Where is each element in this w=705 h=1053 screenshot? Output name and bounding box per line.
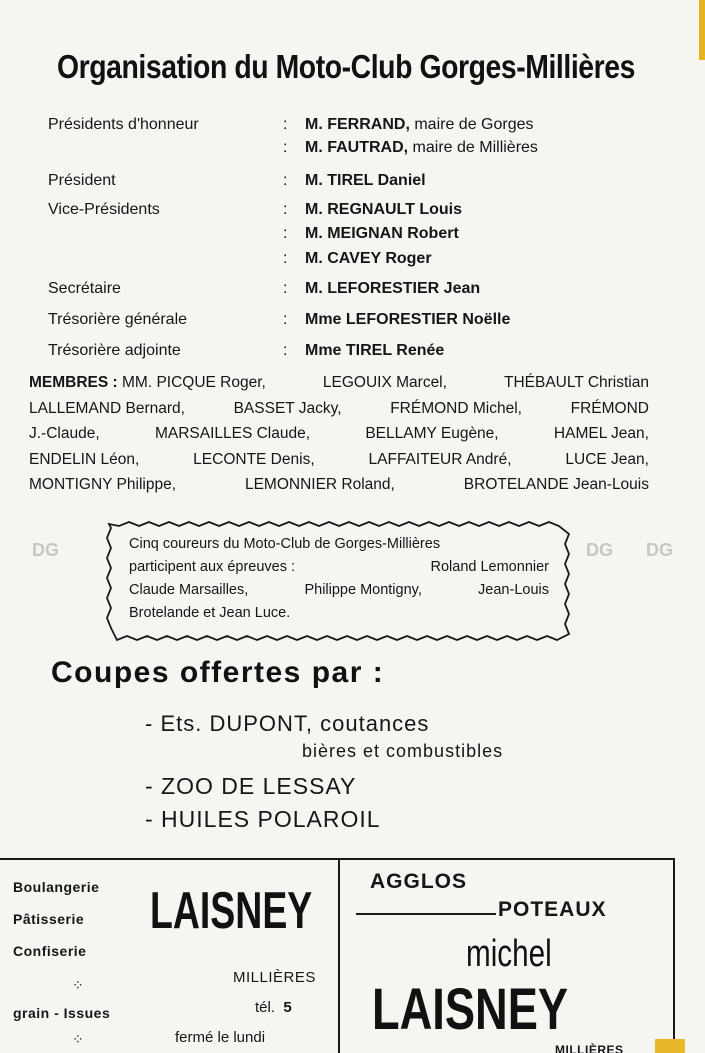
ad-right-agglos: AGGLOS	[370, 870, 468, 893]
ad-right-town: MILLIÈRES	[555, 1043, 624, 1053]
members-line: J.-Claude, MARSAILLES Claude, BELLAMY Eugène, HAMEL Jean,	[29, 425, 649, 442]
colon: :	[283, 280, 288, 297]
officer-role: Vice-Présidents	[48, 201, 160, 218]
officer-name: Mme TIREL Renée	[305, 342, 445, 359]
ornament-icon: ⁘	[72, 1031, 84, 1047]
ad-left-closed: fermé le lundi	[175, 1029, 266, 1046]
colon: :	[283, 342, 288, 359]
officer-name: M. REGNAULT Louis	[305, 201, 463, 218]
ad-left-phone: tél. 5	[255, 999, 292, 1016]
officer-name: Mme LEFORESTIER Noëlle	[305, 311, 511, 328]
ad-left-town: MILLIÈRES	[233, 969, 316, 986]
colon: :	[283, 116, 288, 133]
ornament-icon: ⁘	[72, 977, 84, 993]
officer-name: M. FAUTRAD, maire de Millières	[305, 139, 538, 156]
ad-right-brand: LAISNEY	[372, 977, 569, 1042]
watermark-mark: DG	[646, 540, 673, 560]
watermark-mark: DG	[32, 540, 59, 560]
members-list	[29, 370, 649, 498]
watermark-mark: DG	[586, 540, 613, 560]
officer-role: Trésorière adjointe	[48, 342, 181, 359]
page-edge-decoration	[699, 0, 705, 60]
officer-name: M. CAVEY Roger	[305, 250, 432, 267]
sponsor-dupont: - Ets. DUPONT, coutances	[145, 711, 430, 736]
sponsor-dupont-detail: bières et combustibles	[302, 741, 504, 761]
riders-notice-text: Cinq coureurs du Moto-Club de Gorges-Millières participent aux épreuves : Roland Lemonnier Claude Marsailles, Philippe Montigny, Jean-Louis Brotelande et Jean Luce.	[129, 536, 549, 621]
page-corner-decoration	[655, 1039, 685, 1053]
ad-left-line-boulangerie: Boulangerie	[13, 879, 100, 895]
colon: :	[283, 250, 288, 267]
members-line: ENDELIN Léon, LECONTE Denis, LAFFAITEUR André, LUCE Jean,	[29, 450, 649, 468]
officer-name: M. LEFORESTIER Jean	[305, 280, 481, 297]
officer-name: M. TIREL Daniel	[305, 172, 426, 189]
cups-heading: Coupes offertes par :	[51, 656, 385, 689]
officer-name: M. MEIGNAN Robert	[305, 225, 459, 242]
ad-right-poteaux: POTEAUX	[498, 898, 607, 921]
members-line: LALLEMAND Bernard, BASSET Jacky, FRÉMOND Michel, FRÉMOND	[29, 399, 649, 417]
officer-role: Président	[48, 172, 116, 189]
colon: :	[283, 225, 288, 242]
riders-notice-box	[103, 518, 573, 644]
ad-left-line-confiserie: Confiserie	[13, 943, 87, 959]
colon: :	[283, 172, 288, 189]
officer-name: M. FERRAND, maire de Gorges	[305, 116, 534, 133]
colon: :	[283, 201, 288, 218]
ad-divider	[338, 858, 340, 1053]
officer-role: Trésorière générale	[48, 311, 188, 328]
ad-left-line-patisserie: Pâtisserie	[13, 911, 85, 927]
members-line: MONTIGNY Philippe, LEMONNIER Roland, BROTELANDE Jean-Louis	[29, 476, 649, 493]
officer-role: Présidents d'honneur	[48, 116, 199, 133]
ad-left-brand: LAISNEY	[150, 882, 313, 940]
officer-role: Secrétaire	[48, 280, 121, 297]
ad-right-rule	[356, 913, 496, 915]
sponsor-polaroil: - HUILES POLAROIL	[145, 806, 381, 832]
ad-right-rule	[673, 858, 675, 1053]
members-line: MEMBRES : MM. PICQUE Roger, LEGOUIX Marcel, THÉBAULT Christian	[29, 374, 649, 391]
colon: :	[283, 311, 288, 328]
colon: :	[283, 139, 288, 156]
ad-right-first-name: michel	[466, 933, 552, 975]
members-label: MEMBRES :	[29, 374, 118, 391]
ad-left-line-grain: grain - Issues	[13, 1005, 111, 1021]
page-title: Organisation du Moto-Club Gorges-Millières	[57, 48, 635, 85]
sponsor-zoo: - ZOO DE LESSAY	[145, 773, 357, 799]
